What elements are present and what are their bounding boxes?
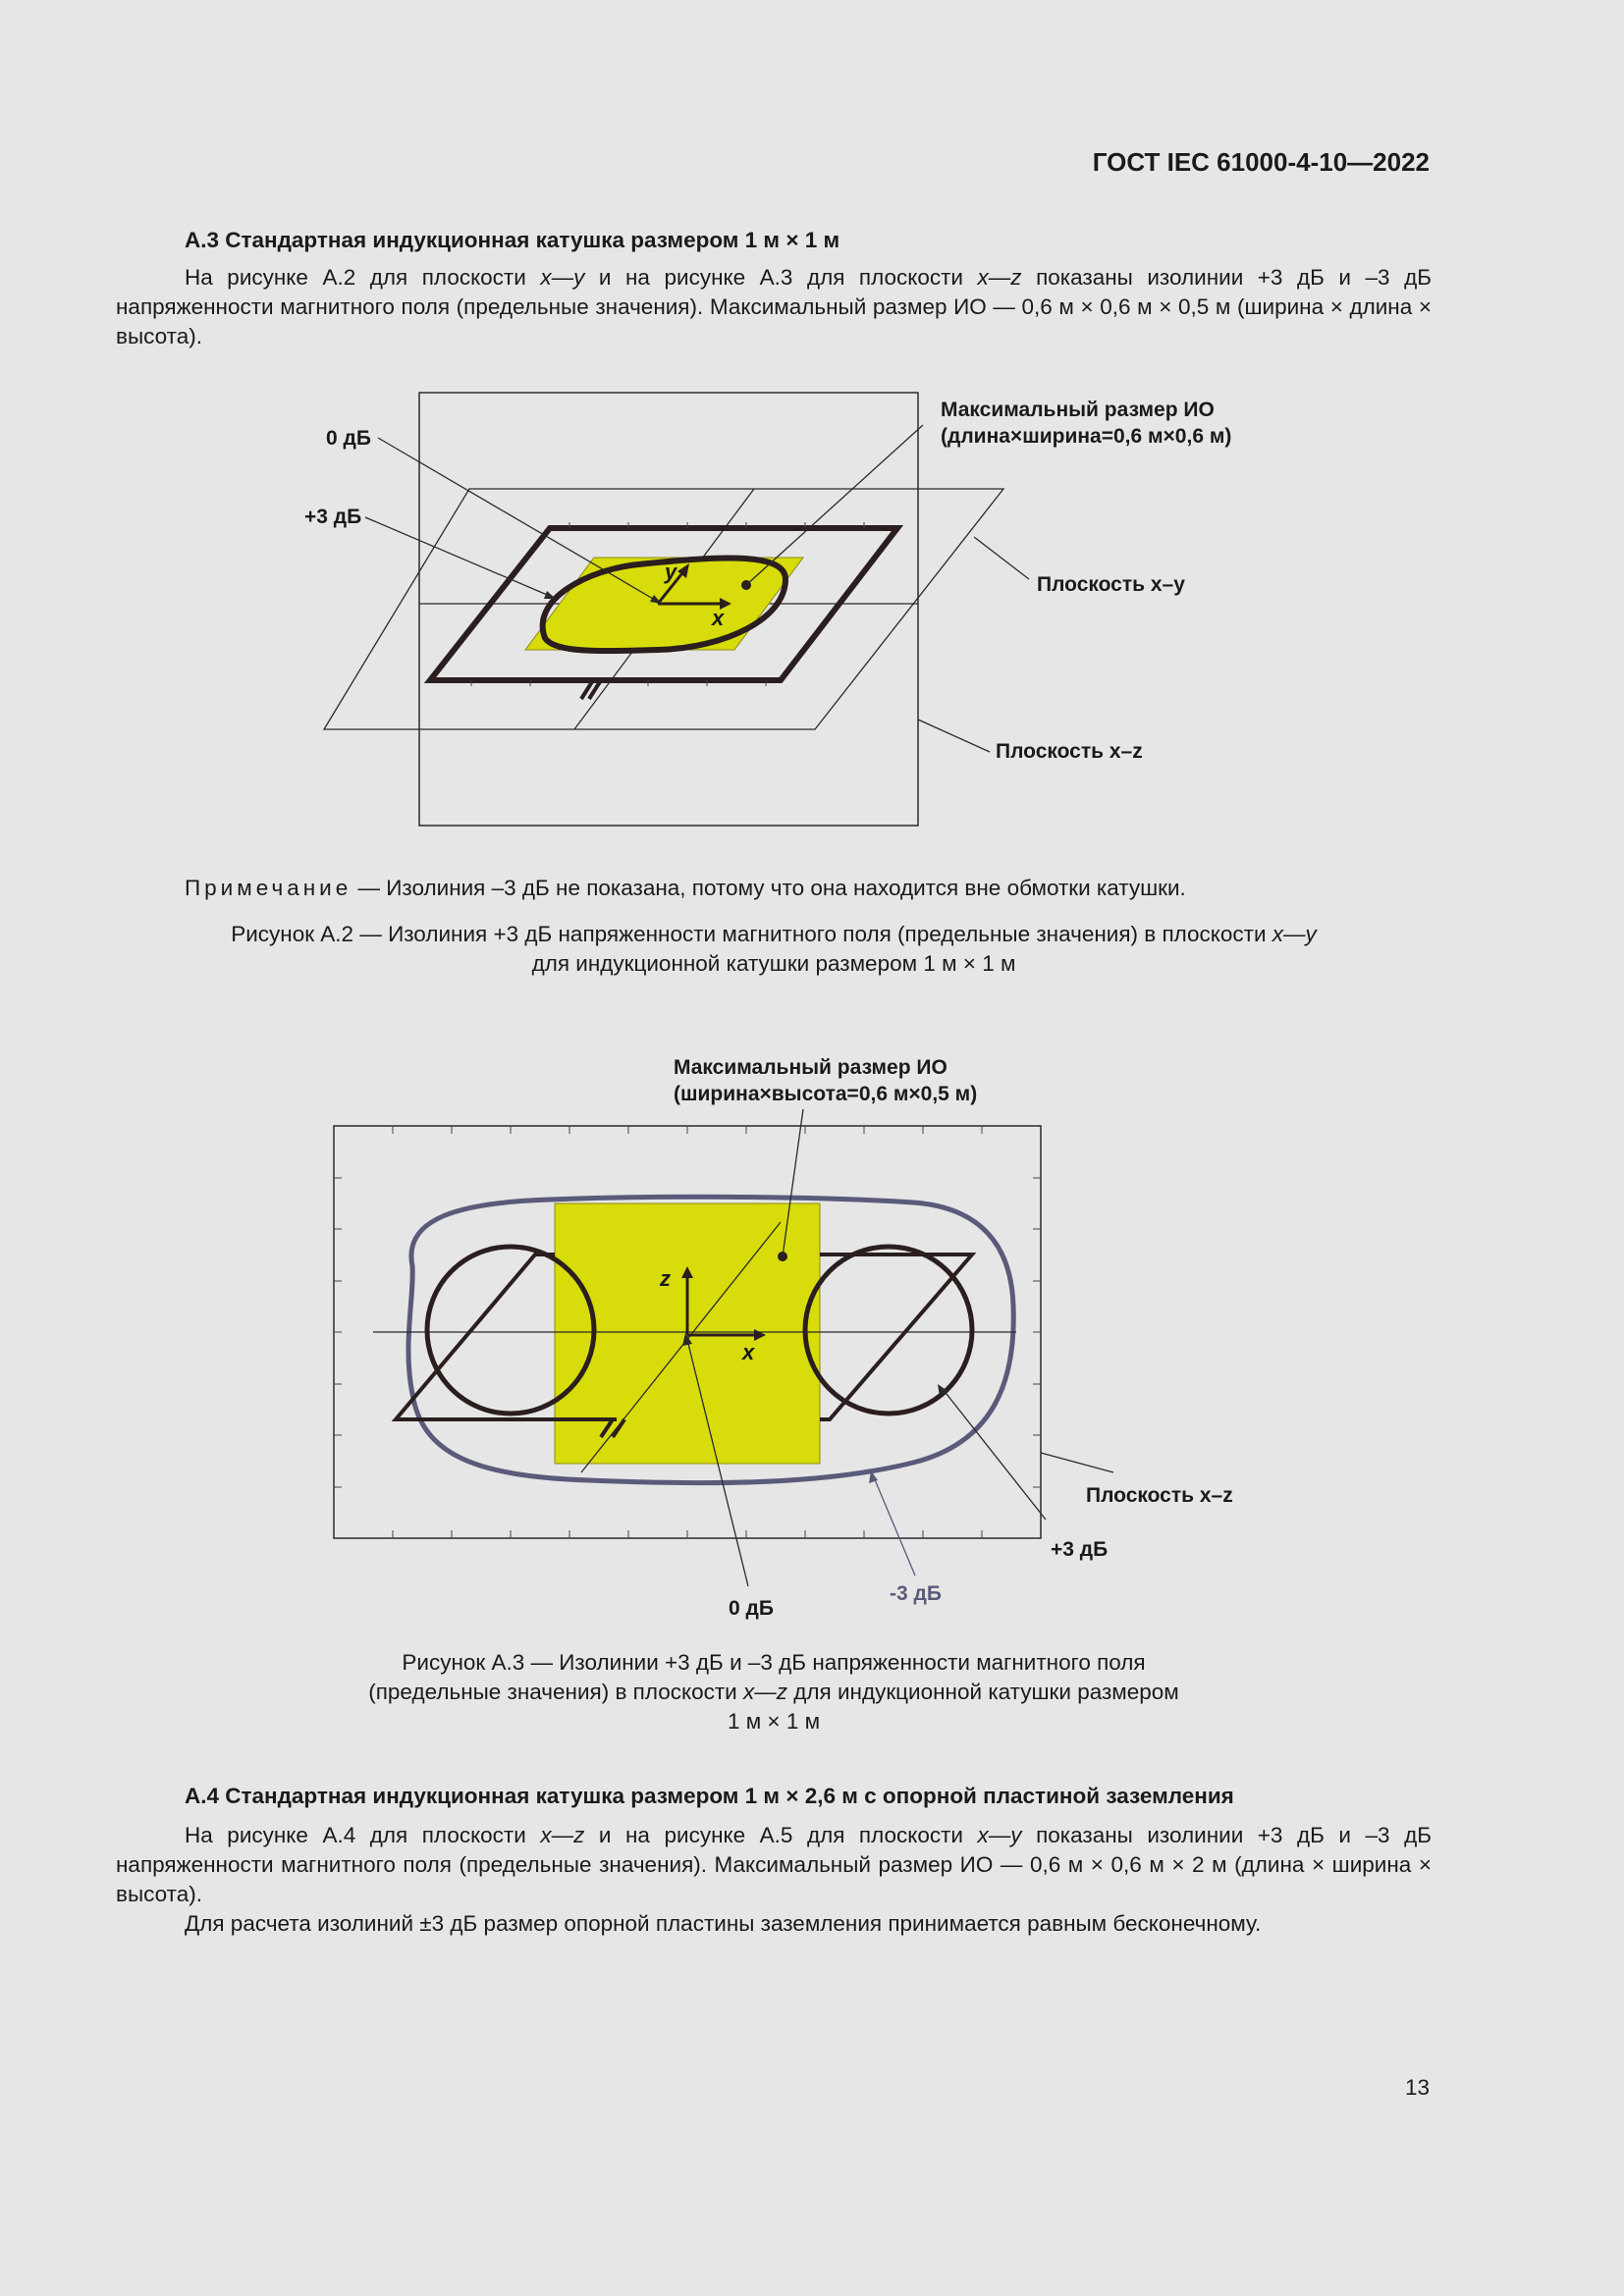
axis-x-label: x — [742, 1340, 755, 1364]
label-plane-xz: Плоскость x–z — [996, 740, 1143, 763]
label-max-eut-line1: Максимальный размер ИО — [674, 1056, 947, 1079]
label-max-eut-line2: (длина×ширина=0,6 м×0,6 м) — [941, 425, 1232, 448]
document-header: ГОСТ IEC 61000-4-10—2022 — [1092, 147, 1430, 177]
figure-a2 — [0, 373, 1624, 844]
axis-z-label: z — [660, 1266, 671, 1291]
label-plus3db: +3 дБ — [304, 506, 362, 528]
axis-x-label: x — [712, 606, 725, 630]
label-0db: 0 дБ — [729, 1597, 774, 1620]
page-number: 13 — [1404, 2075, 1430, 2100]
section-a4-paragraph: На рисунке А.4 для плоскости x—z и на рисунке А.5 для плоскости x—y показаны изолинии +3 дБ и –3 дБ напряженности магнитного поля (предельные значения). Максимальный размер ИО — 0,6 м × 0,6 м × 2 м (длина × ширина × высота). Для расчета изолиний ±3 дБ размер опорной пластины заземления принимается равным бесконечному. — [116, 1823, 1432, 1936]
figure-a3-caption: Рисунок А.3 — Изолинии +3 дБ и –3 дБ напряженности магнитного поля (предельные значения) в плоскости x—z для индукционной катушки размером 1 м × 1 м — [368, 1650, 1179, 1734]
isoline-plus3db-right — [805, 1247, 972, 1414]
section-a3-paragraph: На рисунке А.2 для плоскости x—y и на рисунке А.3 для плоскости x—z показаны изолинии +3 дБ и –3 дБ напряженности магнитного поля (предельные значения). Максимальный размер ИО — 0,6 м × 0,6 м × 0,5 м (ширина × длина × высота). — [116, 265, 1432, 348]
label-plane-xz: Плоскость x–z — [1086, 1484, 1233, 1507]
figure-a3 — [0, 1041, 1624, 1629]
figure-a2-caption: Рисунок А.2 — Изолиния +3 дБ напряженности магнитного поля (предельные значения) в плоскости x—y для индукционной катушки размером 1 м × 1 м — [231, 922, 1317, 976]
label-minus3db: -3 дБ — [890, 1582, 942, 1605]
axis-y-label: y — [665, 560, 677, 584]
section-a3-title: А.3 Стандартная индукционная катушка размером 1 м × 1 м — [185, 228, 840, 252]
figure-a2-note: Примечание — Изолиния –3 дБ не показана, потому что она находится вне обмотки катушки. — [185, 876, 1186, 900]
label-plus3db: +3 дБ — [1051, 1538, 1109, 1561]
label-max-eut-line1: Максимальный размер ИО — [941, 399, 1215, 421]
section-a4-title: А.4 Стандартная индукционная катушка размером 1 м × 2,6 м с опорной пластиной заземления — [185, 1784, 1234, 1808]
label-max-eut-line2: (ширина×высота=0,6 м×0,5 м) — [674, 1083, 978, 1105]
label-0db: 0 дБ — [326, 427, 371, 450]
label-plane-xy: Плоскость x–y — [1037, 573, 1185, 596]
